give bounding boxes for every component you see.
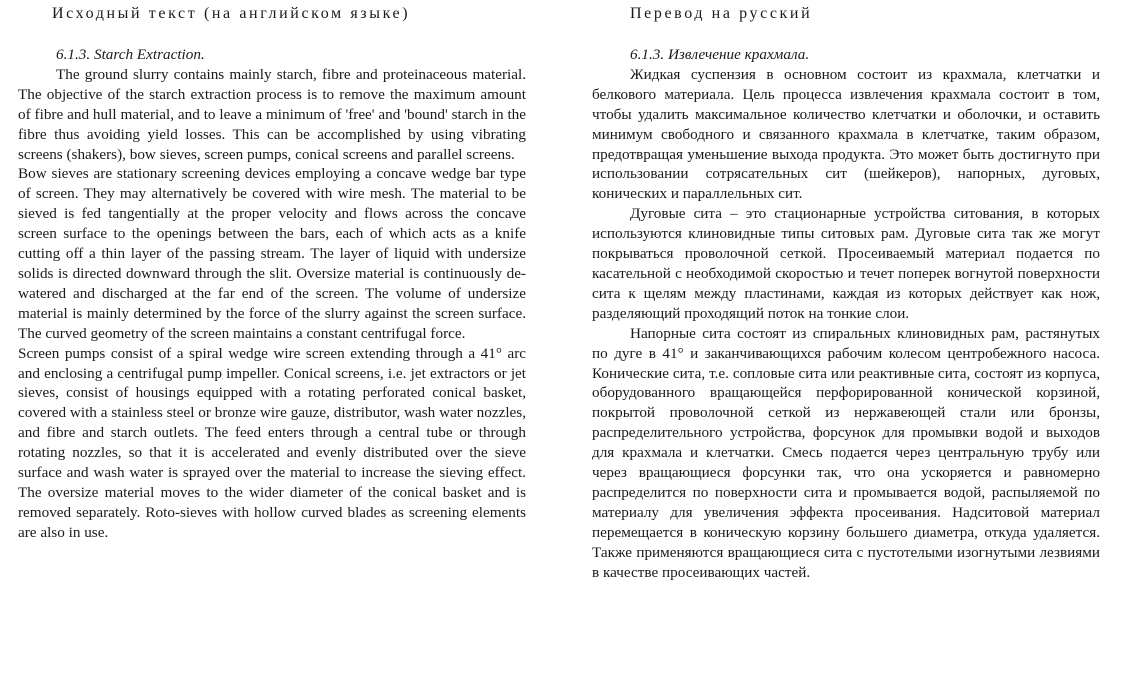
russian-paragraph-2: Дуговые сита – это стационарные устройства ситования, в которых используются клиновидные типы ситовых рам. Дуговые сита так же могут покрываться проволочной сеткой. Просеиваемый материал подается по касательной с необходимой скоростью и течет поперек вогнутой поверхности сита к щелям между пластинами, каждая из которых действует как нож, разделяющий проходящий поток на тонкие слои. — [592, 205, 1100, 322]
russian-column-header: Перевод на русский — [630, 5, 813, 22]
english-paragraph-1: The ground slurry contains mainly starch, fibre and proteinaceous material. The objective of the starch extraction process is to remove the maximum amount of fibre and hull material, and to leave a minimum of 'free' and 'bound' starch in the fibre thus avoiding yield losses. This can be accomplished by using vibrating screens (shakers), bow sieves, screen pumps, conical screens and parallel screens. — [18, 65, 526, 163]
english-column — [18, 0, 526, 543]
english-section-title: 6.1.3. Starch Extraction. — [56, 46, 205, 63]
russian-paragraph-1: Жидкая суспензия в основном состоит из крахмала, клетчатки и белкового материала. Цель процесса извлечения крахмала состоит в том, чтобы удалить максимальное количество клетчатки и оболочки, и оставить минимум свободного и связанного крахмала в клетчатке, таким образом, предотвращая уменьшение выхода продукта. Это может быть достигнуто при использовании сотрясательных сит (шейкеров), напорных, дуговых, конических и параллельных сит. — [592, 65, 1100, 203]
english-paragraph-2: Bow sieves are stationary screening devices employing a concave wedge bar type of screen. They may alternatively be covered with wire mesh. The material to be sieved is fed tangentially at the proper velocity and flows across the concave screen surface to the openings between the bars, each of which acts as a knife cutting off a thin layer of the passing stream. The layer of liquid with undersize solids is directed downward through the slit. Oversize material is continuously de-watered and discharged at the far end of the screen. The volume of undersize material is mainly determined by the force of the slurry against the screen surface. The curved geometry of the screen maintains a constant centrifugal force. — [18, 165, 526, 342]
russian-column — [592, 0, 1100, 582]
english-column-header: Исходный текст (на английском языке) — [52, 5, 411, 22]
russian-section-title: 6.1.3. Извлечение крахмала. — [630, 46, 810, 63]
russian-paragraph-3: Напорные сита состоят из спиральных клиновидных рам, растянутых по дуге в 41° и заканчивающихся рабочим колесом центробежного насоса. Конические сита, т.е. сопловые сита или реактивные сита, состоят из корпуса, оборудованного вращающейся перфорированной конической корзиной, покрытой проволочной сеткой из нержавеющей стали или бронзы, распределительного устройства, форсунок для промывки водой и выходов для крахмала и клетчатки. Смесь подается через центральную трубу или через вращающиеся форсунки так, что она ускоряется и равномерно распределится по поверхности сита и промывается водой, распыляемой по материалу для увеличения эффекта просеивания. Надситовой материал перемещается в коническую корзину большего диаметра, откуда удаляется. Также применяются вращающиеся сита с пустотелыми изогнутыми лезвиями в качестве просеивающих частей. — [592, 324, 1100, 581]
english-paragraph-3: Screen pumps consist of a spiral wedge wire screen extending through a 41° arc and enclosing a centrifugal pump impeller. Conical screens, i.e. jet extractors or jet sieves, consist of housings equipped with a rotating perforated conical basket, covered with a stainless steel or bronze wire gauze, distributor, wash water nozzles, and fibre and starch outlets. The feed enters through a central tube or through rotating nozzles, so that it is accelerated and evenly distributed over the sieve surface and wash water is sprayed over the material to increase the sieving effect. The oversize material moves to the wider diameter of the conical basket and is removed separately. Roto-sieves with hollow curved blades as screening elements are also in use. — [18, 344, 526, 541]
